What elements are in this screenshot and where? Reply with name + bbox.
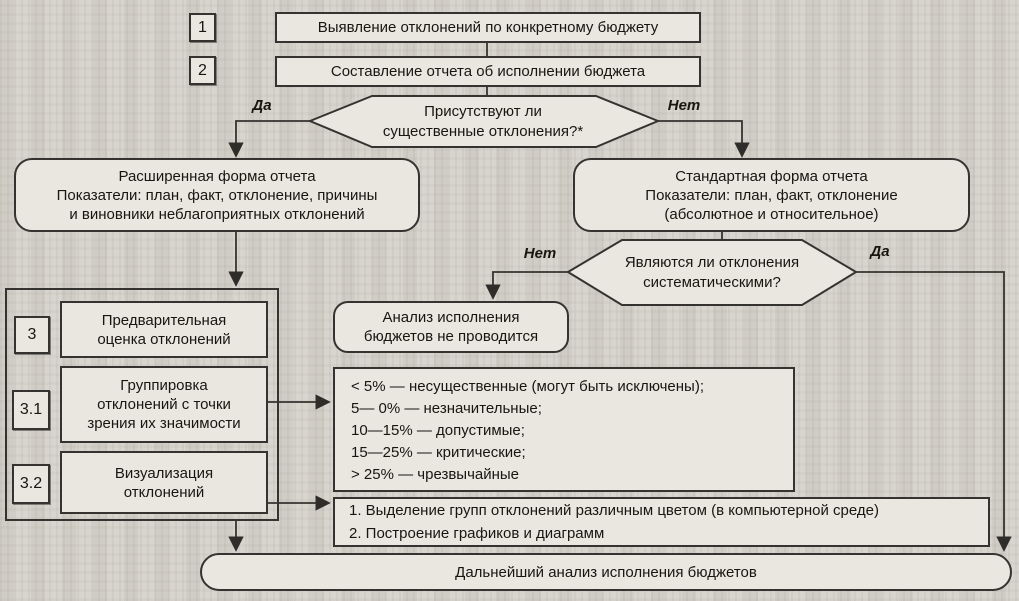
- decision2-text: [597, 251, 827, 294]
- visualization-method-2: 2. Построение графиков и диаграмм: [349, 525, 605, 542]
- connector-decision1-no: [658, 121, 742, 154]
- decision1-no-label: Нет: [667, 97, 701, 114]
- substep3-line2: оценка отклонений: [97, 330, 231, 348]
- expanded-report-box: [14, 158, 420, 232]
- substep32-box: [60, 451, 268, 514]
- substep31-line3: зрения их значимости: [87, 415, 241, 432]
- connector-decision1-yes: [236, 121, 310, 154]
- thresholds-box: [333, 367, 795, 492]
- threshold-item-1: < 5% — несущественные (могут быть исключены);: [351, 378, 705, 395]
- substep31-line2: отклонений с точки: [97, 396, 231, 413]
- expanded-report-line1: Расширенная форма отчета: [118, 167, 316, 185]
- step1-box: [275, 12, 701, 43]
- substep31-number-badge: 3.1: [12, 390, 50, 430]
- substep32-line2: отклонений: [123, 483, 205, 501]
- substep3-number-badge: 3: [14, 316, 50, 354]
- substep32-number-badge: 3.2: [12, 464, 50, 504]
- decision2-no-label: Нет: [523, 245, 557, 262]
- decision1-line2: существенные отклонения?*: [382, 122, 584, 140]
- step1-label: Выявление отклонений по конкретному бюджету: [317, 19, 659, 36]
- substep3-box: [60, 301, 268, 358]
- standard-report-line2: Показатели: план, факт, отклонение: [645, 186, 898, 204]
- final-analysis-box: [200, 553, 1012, 591]
- substep32-line1: Визуализация: [114, 464, 214, 482]
- no-analysis-line2: бюджетов не проводится: [363, 328, 539, 345]
- substep31-box: [60, 366, 268, 443]
- step2-label: Составление отчета об исполнении бюджета: [330, 63, 646, 80]
- decision2-line1: Являются ли отклонения: [624, 253, 800, 271]
- expanded-report-line2: Показатели: план, факт, отклонение, причины: [56, 186, 378, 204]
- visualization-method-1: 1. Выделение групп отклонений различным цветом (в компьютерной среде): [349, 502, 879, 519]
- step1-number-badge: 1: [189, 13, 216, 42]
- standard-report-line3: (абсолютное и относительное): [664, 205, 879, 223]
- decision1-line1: Присутствуют ли: [424, 102, 542, 120]
- threshold-item-5: > 25% — чрезвычайные: [351, 466, 520, 483]
- standard-report-box: [573, 158, 970, 232]
- threshold-item-3: 10—15% — допустимые;: [351, 422, 525, 439]
- visualization-methods-box: [333, 497, 990, 547]
- step2-box: [275, 56, 701, 87]
- substep3-line1: Предварительная: [101, 311, 227, 329]
- decision1-yes-label: Да: [252, 97, 272, 114]
- threshold-item-4: 15—25% — критические;: [351, 444, 526, 461]
- threshold-item-2: 5— 0% — незначительные;: [351, 400, 542, 417]
- decision2-yes-label: Да: [870, 243, 890, 260]
- no-analysis-line1: Анализ исполнения: [382, 309, 520, 326]
- final-analysis-label: Дальнейший анализ исполнения бюджетов: [455, 563, 757, 581]
- step2-number-badge: 2: [189, 56, 216, 85]
- substep31-line1: Группировка: [120, 377, 208, 394]
- standard-report-line1: Стандартная форма отчета: [675, 167, 868, 185]
- no-analysis-box: [333, 301, 569, 353]
- decision2-line2: систематическими?: [643, 273, 781, 291]
- decision1-text: [333, 99, 633, 144]
- connector-decision2-no: [493, 272, 568, 296]
- expanded-report-line3: и виновники неблагоприятных отклонений: [69, 205, 365, 223]
